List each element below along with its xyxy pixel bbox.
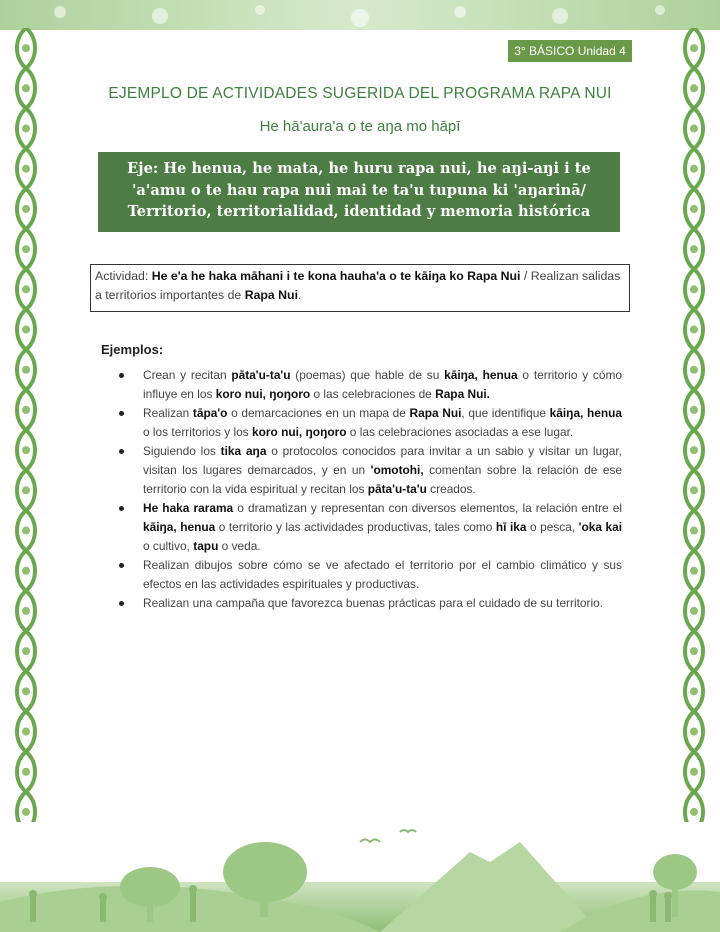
eje-text: Eje: He henua, he mata, he huru rapa nui, he aŋi-aŋi i te 'a'amu o te hau rapa nui mai te ta'u tupuna ki 'aŋarinā/ Territorio, territorialidad, identidad y memoria histórica: [127, 160, 591, 220]
item-text: Crean y recitan: [143, 368, 232, 382]
item-text: o territorio y las actividades productivas, tales como: [215, 520, 496, 534]
eje-banner: [98, 152, 620, 232]
item-bold: tāpa'o: [192, 406, 228, 420]
item-text: comentan sobre la relación de ese territorio con la vida espiritual y recitan los: [143, 463, 623, 496]
activity-text-1: / Realizan salidas a territorios importantes de: [95, 269, 621, 302]
item-bold: koro nui, ŋoŋoro: [215, 387, 311, 401]
list-item: [110, 442, 622, 499]
examples-list: [110, 366, 622, 613]
activity-bold-title: He e'a he haka māhani i te kona hauha'a o te kāiŋa ko Rapa Nui: [151, 269, 521, 283]
item-bold: kāiŋa, henua: [549, 406, 623, 420]
examples-title: Ejemplos:: [101, 342, 164, 357]
item-bold: kāiŋa, henua: [143, 520, 216, 534]
item-bold: Rapa Nui: [409, 406, 462, 420]
activity-label: Actividad:: [95, 269, 149, 283]
item-text: o las celebraciones asociadas a ese lugar.: [346, 425, 574, 439]
item-bold: tika aŋa: [220, 444, 267, 458]
item-bold: He haka rarama: [143, 501, 234, 515]
item-text: o cultivo,: [143, 539, 194, 553]
item-text: o veda.: [218, 539, 261, 553]
item-text: Realizan: [143, 406, 193, 420]
item-text: Siguiendo los: [143, 444, 221, 458]
item-text: o los territorios y los: [143, 425, 253, 439]
item-text: (poemas) que hable de su: [290, 368, 445, 382]
list-item: [110, 556, 622, 594]
item-bold: 'oka kai: [578, 520, 623, 534]
item-bold: pāta'u-ta'u: [367, 482, 427, 496]
item-text: Realizan dibujos sobre cómo se ve afectado el territorio por el cambio climático y sus efectos en las actividades espirituales y productivas.: [143, 558, 622, 591]
item-bold: hī ika: [495, 520, 527, 534]
item-text: o pesca,: [526, 520, 579, 534]
item-bold: Rapa Nui.: [435, 387, 490, 401]
item-text: creados.: [426, 482, 476, 496]
right-decorative-border: [680, 28, 708, 822]
item-text: Realizan una campaña que favorezca buenas prácticas para el cuidado de su territorio.: [143, 596, 604, 610]
list-item: [110, 499, 622, 556]
left-decorative-border: [12, 28, 40, 822]
item-text: o las celebraciones de: [310, 387, 436, 401]
list-item: [110, 404, 622, 442]
top-decorative-border: [0, 0, 720, 30]
list-item: [110, 594, 622, 613]
item-bold: koro nui, ŋoŋoro: [252, 425, 347, 439]
activity-bold-place: Rapa Nui: [244, 288, 298, 302]
activity-text-2: .: [297, 288, 302, 302]
item-text: o protocolos conocidos para invitar a un sabio y visitar un lugar, visitan los lugares demarcados, y en un: [143, 444, 622, 477]
item-bold: tapu: [193, 539, 219, 553]
item-bold: 'omotohi,: [370, 463, 424, 477]
item-text: o demarcaciones en un mapa de: [227, 406, 410, 420]
item-bold: pāta'u-ta'u: [231, 368, 291, 382]
item-bold: kāiŋa, henua: [444, 368, 518, 382]
page-subtitle: He hā'aura'a o te aŋa mo hāpī: [259, 118, 461, 135]
footer-landscape: [0, 812, 720, 932]
page-title: EJEMPLO DE ACTIVIDADES SUGERIDA DEL PROGRAMA RAPA NUI: [108, 85, 612, 102]
activity-box: [90, 264, 630, 312]
item-text: , que identifique: [461, 406, 550, 420]
level-badge: 3° BÁSICO Unidad 4: [508, 40, 632, 62]
item-text: o dramatizan y representan con diversos elementos, la relación entre el: [233, 501, 623, 515]
item-text: o territorio y cómo influye en los: [143, 368, 623, 401]
list-item: [110, 366, 622, 404]
